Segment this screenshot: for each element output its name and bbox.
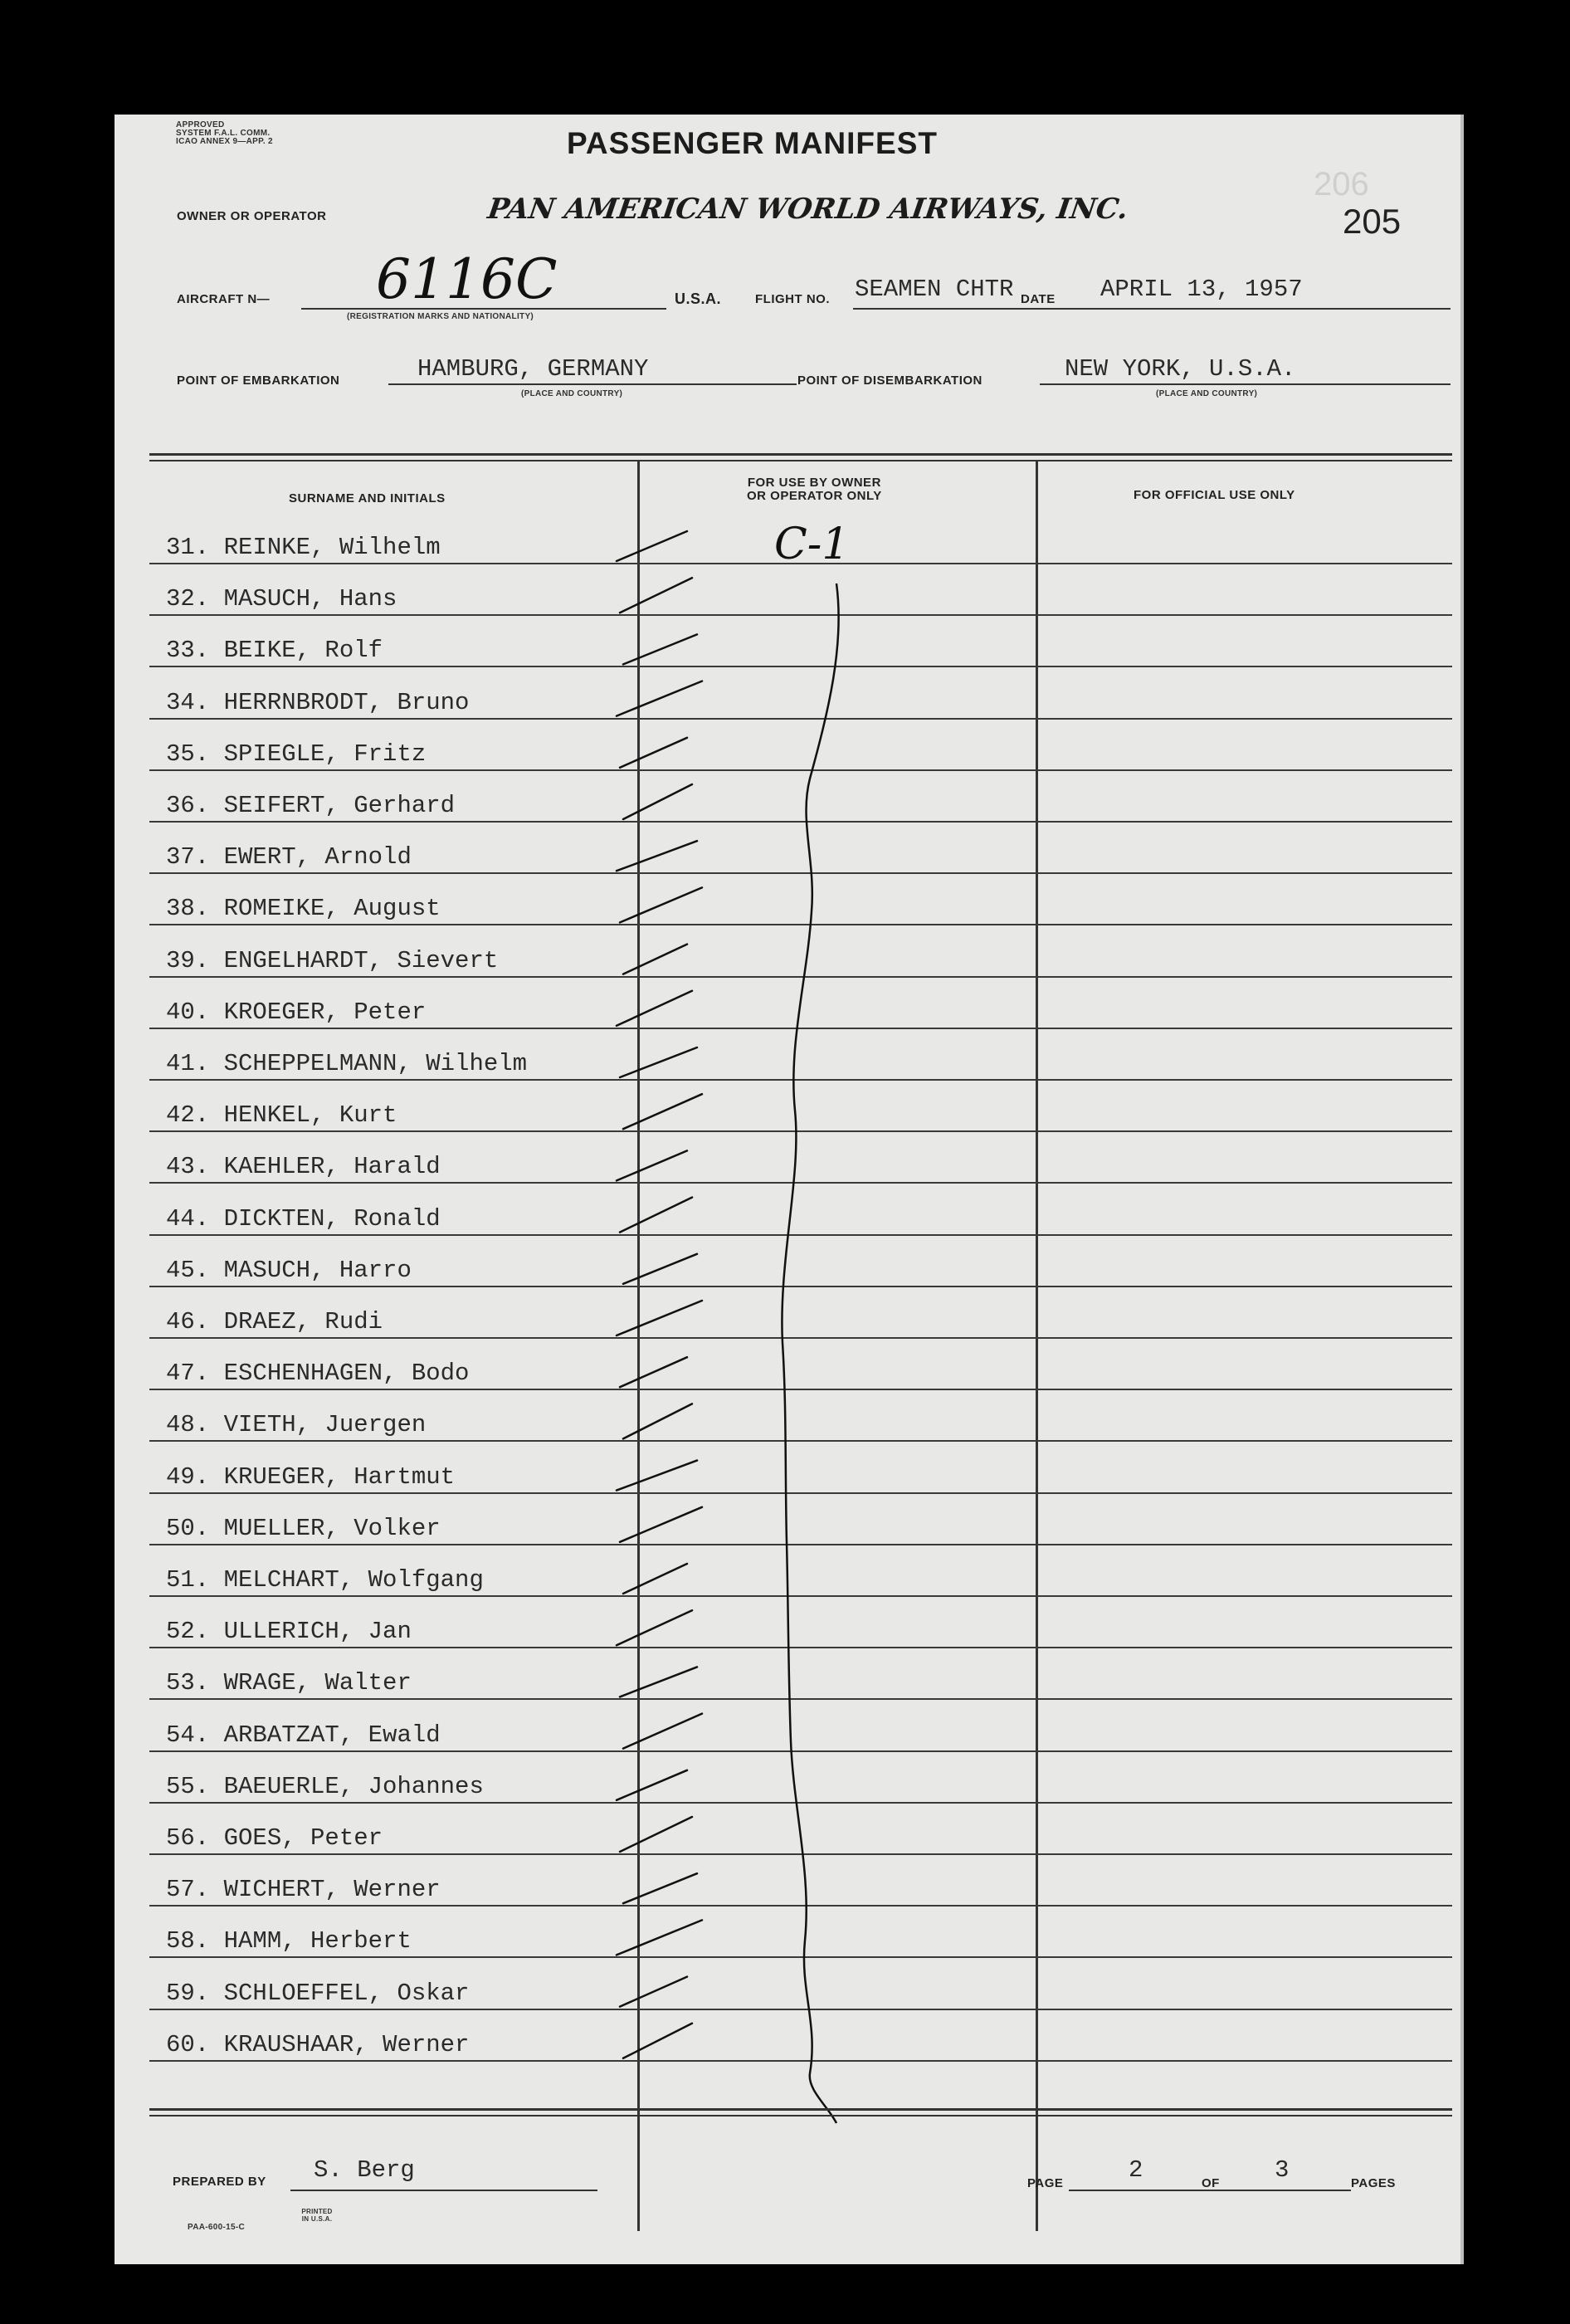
- check-tick: [617, 531, 687, 561]
- check-tick: [623, 1404, 692, 1438]
- table-bottom-rule-2: [149, 2115, 1452, 2116]
- check-tick: [620, 1507, 702, 1542]
- check-tick: [617, 1301, 702, 1335]
- check-tick: [623, 1254, 697, 1284]
- prepared-value: S. Berg: [314, 2156, 415, 2184]
- check-tick: [620, 1667, 697, 1697]
- page-stamp: 205: [1343, 202, 1402, 241]
- check-tick: [623, 945, 687, 974]
- check-tick: [617, 1150, 687, 1180]
- passenger-name: 54. ARBATZAT, Ewald: [166, 1721, 441, 1749]
- passenger-name: 59. SCHLOEFFEL, Oskar: [166, 1979, 470, 2007]
- check-tick: [617, 1770, 687, 1800]
- usa-label: U.S.A.: [675, 290, 722, 307]
- check-tick: [617, 991, 692, 1026]
- approval-line: ICAO ANNEX 9—APP. 2: [176, 137, 273, 146]
- passenger-name: 33. BEIKE, Rolf: [166, 637, 383, 665]
- passenger-name: 34. HERRNBRODT, Bruno: [166, 688, 470, 716]
- passenger-name: 42. HENKEL, Kurt: [166, 1101, 397, 1130]
- faded-page-stamp: 206: [1314, 166, 1369, 203]
- check-tick: [620, 1977, 687, 2007]
- check-tick: [620, 1198, 692, 1233]
- header-surname: SURNAME AND INITIALS: [289, 491, 446, 505]
- check-tick: [617, 841, 697, 871]
- header-owner-use-line: OR OPERATOR ONLY: [747, 489, 882, 503]
- pages-value: 3: [1275, 2156, 1290, 2184]
- approval-line: SYSTEM F.A.L. COMM.: [176, 129, 271, 138]
- flight-label: FLIGHT NO.: [755, 292, 830, 306]
- of-label: OF: [1202, 2176, 1220, 2190]
- passenger-name: 35. SPIEGLE, Fritz: [166, 740, 427, 768]
- printed-stamp: PRINTED IN U.S.A.: [301, 2208, 333, 2223]
- passenger-name: 58. HAMM, Herbert: [166, 1927, 412, 1955]
- aircraft-label: AIRCRAFT N—: [177, 292, 271, 306]
- pages-label: PAGES: [1351, 2176, 1396, 2190]
- page-value: 2: [1129, 2156, 1143, 2184]
- bracket-line: [782, 583, 838, 2123]
- passenger-name: 52. ULLERICH, Jan: [166, 1618, 412, 1646]
- passenger-name: 49. KRUEGER, Hartmut: [166, 1462, 456, 1491]
- passenger-name: 38. ROMEIKE, August: [166, 895, 441, 923]
- aircraft-value: 6116C: [376, 247, 558, 311]
- owner-use-annotation: C-1: [774, 520, 850, 569]
- date-label: DATE: [1021, 292, 1056, 306]
- registration-caption: (REGISTRATION MARKS AND NATIONALITY): [347, 312, 534, 321]
- passenger-name: 57. WICHERT, Werner: [166, 1876, 441, 1904]
- passenger-name: 56. GOES, Peter: [166, 1824, 383, 1852]
- handwritten-marks: [115, 115, 1460, 2264]
- passenger-name: 47. ESCHENHAGEN, Bodo: [166, 1360, 470, 1388]
- date-value: APRIL 13, 1957: [1100, 276, 1303, 303]
- header-owner-use-line: FOR USE BY OWNER: [747, 476, 881, 490]
- check-tick: [623, 634, 697, 664]
- passenger-name: 44. DICKTEN, Ronald: [166, 1204, 441, 1233]
- check-tick: [623, 1873, 697, 1903]
- passenger-name: 36. SEIFERT, Gerhard: [166, 792, 456, 819]
- check-tick: [620, 738, 687, 768]
- prepared-underline: [290, 2190, 597, 2191]
- passenger-name: 55. BAEUERLE, Johannes: [166, 1772, 484, 1800]
- check-tick: [617, 1920, 702, 1955]
- check-tick: [623, 784, 692, 819]
- check-tick: [623, 2024, 692, 2058]
- disembarkation-value: NEW YORK, U.S.A.: [1065, 355, 1296, 383]
- passenger-name: 60. KRAUSHAAR, Werner: [166, 2030, 470, 2058]
- check-tick: [617, 681, 702, 716]
- passenger-name: 40. KROEGER, Peter: [166, 998, 427, 1026]
- owner-value: PAN AMERICAN WORLD AIRWAYS, INC.: [485, 193, 1130, 226]
- check-tick: [620, 1047, 697, 1077]
- passenger-name: 51. MELCHART, Wolfgang: [166, 1566, 484, 1594]
- check-tick: [617, 1461, 697, 1491]
- check-tick: [617, 1610, 692, 1645]
- passenger-name: 50. MUELLER, Volker: [166, 1514, 441, 1542]
- document-title: PASSENGER MANIFEST: [567, 126, 938, 160]
- passenger-name: 41. SCHEPPELMANN, Wilhelm: [166, 1050, 528, 1077]
- prepared-label: PREPARED BY: [173, 2175, 266, 2189]
- passenger-name: 32. MASUCH, Hans: [166, 585, 397, 613]
- passenger-name: 43. KAEHLER, Harald: [166, 1153, 441, 1181]
- embarkation-caption: (PLACE AND COUNTRY): [521, 389, 623, 398]
- check-tick: [620, 1357, 687, 1387]
- manifest-sheet: [115, 115, 1464, 2264]
- owner-label: OWNER OR OPERATOR: [177, 209, 327, 223]
- passenger-name: 31. REINKE, Wilhelm: [166, 534, 441, 561]
- embarkation-label: POINT OF EMBARKATION: [177, 374, 340, 388]
- check-tick: [623, 1094, 702, 1129]
- passenger-name: 48. VIETH, Juergen: [166, 1411, 427, 1439]
- disembarkation-label: POINT OF DISEMBARKATION: [797, 374, 982, 388]
- check-tick: [620, 1817, 692, 1852]
- passenger-name: 37. EWERT, Arnold: [166, 843, 412, 872]
- check-tick: [623, 1714, 702, 1749]
- form-number: PAA-600-15-C: [188, 2223, 245, 2232]
- table-bottom-rule: [149, 2108, 1452, 2111]
- header-official: FOR OFFICIAL USE ONLY: [1134, 488, 1295, 502]
- check-tick: [623, 1564, 687, 1594]
- passenger-name: 45. MASUCH, Harro: [166, 1256, 412, 1284]
- passenger-name: 53. WRAGE, Walter: [166, 1669, 412, 1697]
- passenger-name: 46. DRAEZ, Rudi: [166, 1308, 383, 1335]
- passenger-name: 39. ENGELHARDT, Sievert: [166, 946, 499, 974]
- page-label: PAGE: [1027, 2176, 1064, 2190]
- embarkation-value: HAMBURG, GERMANY: [417, 355, 649, 383]
- of-underline: [1226, 2190, 1351, 2191]
- check-tick: [620, 578, 692, 613]
- disembarkation-caption: (PLACE AND COUNTRY): [1156, 389, 1258, 398]
- approval-line: APPROVED: [176, 120, 225, 129]
- check-tick: [620, 887, 702, 922]
- flight-value: SEAMEN CHTR: [855, 276, 1014, 303]
